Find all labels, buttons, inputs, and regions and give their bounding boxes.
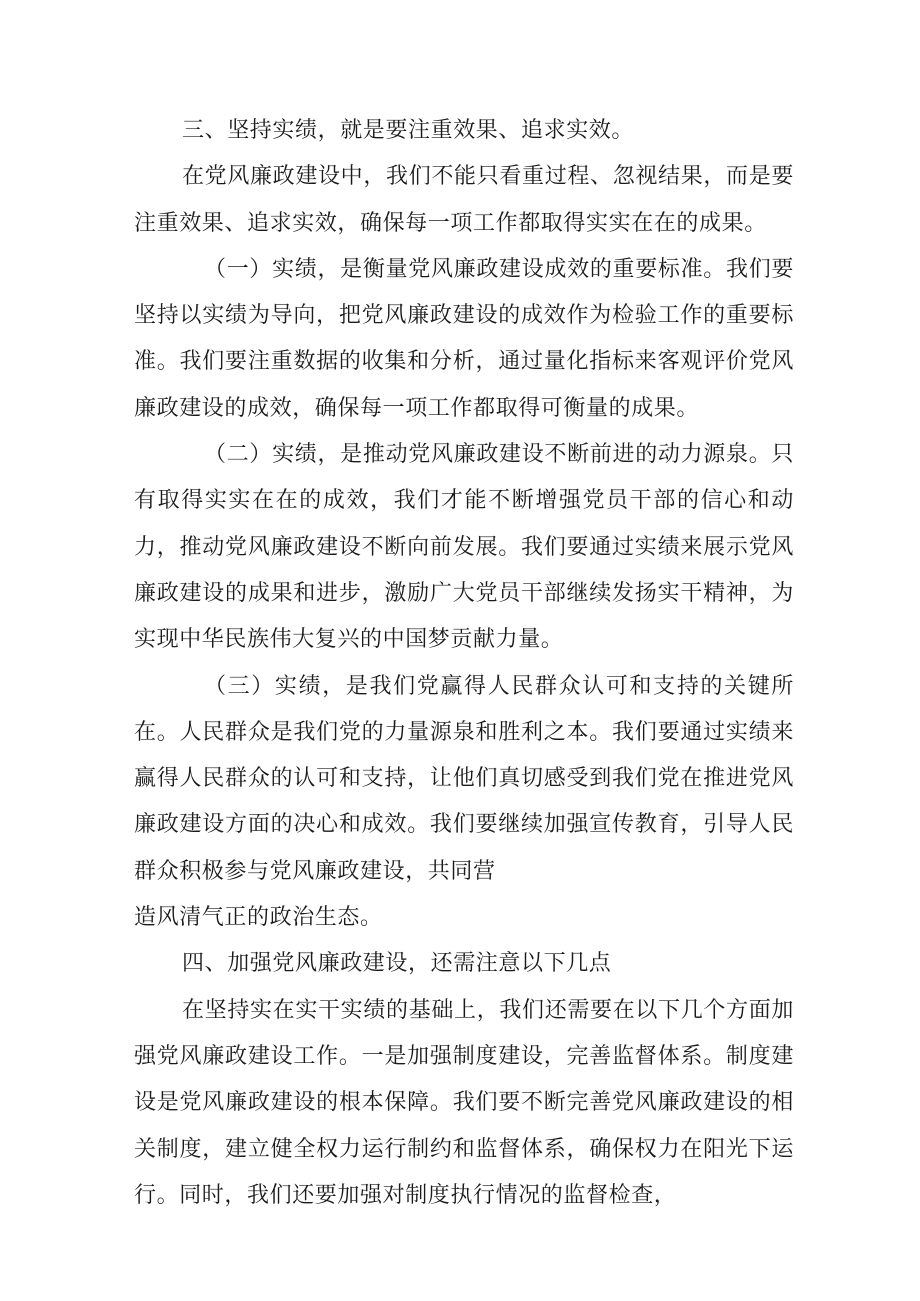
paragraph-section-four: 在坚持实在实干实绩的基础上，我们还需要在以下几个方面加强党风廉政建设工作。一是加强制度建设，完善监督体系。制度建设是党风廉政建设的根本保障。我们要不断完善党风廉政建设的相关制度，建立健全权力运行制约和监督体系，确保权力在阳光下运行。同时，我们还要加强对制度执行情况的监督检查， xyxy=(134,997,794,1208)
paragraph-continuation: 造风清气正的政治生态。 xyxy=(134,905,383,931)
paragraph-intro: 在党风廉政建设中，我们不能只看重过程、忽视结果，而是要注重效果、追求实效，确保每一项工作都取得实实在在的成果。 xyxy=(134,164,794,236)
section-heading-four: 四、加强党风廉政建设，还需注意以下几点 xyxy=(182,951,612,977)
section-heading-three: 三、坚持实绩，就是要注重效果、追求实效。 xyxy=(182,118,635,143)
document-body xyxy=(134,108,794,1219)
paragraph-point-two: （二）实绩，是推动党风廉政建设不断前进的动力源泉。只有取得实实在在的成效，我们才能不断增强党员干部的信心和动力，推动党风廉政建设不断向前发展。我们要通过实绩来展示党风廉政建设的成果和进步，激励广大党员干部继续发扬实干精神，为实现中华民族伟大复兴的中国梦贡献力量。 xyxy=(134,442,794,653)
paragraph-point-one: （一）实绩，是衡量党风廉政建设成效的重要标准。我们要坚持以实绩为导向，把党风廉政建设的成效作为检验工作的重要标准。我们要注重数据的收集和分析，通过量化指标来客观评价党风廉政建设的成效，确保每一项工作都取得可衡量的成果。 xyxy=(134,256,794,421)
paragraph-point-three: （三）实绩，是我们党赢得人民群众认可和支持的关键所在。人民群众是我们党的力量源泉和胜利之本。我们要通过实绩来赢得人民群众的认可和支持，让他们真切感受到我们党在推进党风廉政建设方面的决心和成效。我们要继续加强宣传教育，引导人民群众积极参与党风廉政建设，共同营 xyxy=(134,673,794,884)
